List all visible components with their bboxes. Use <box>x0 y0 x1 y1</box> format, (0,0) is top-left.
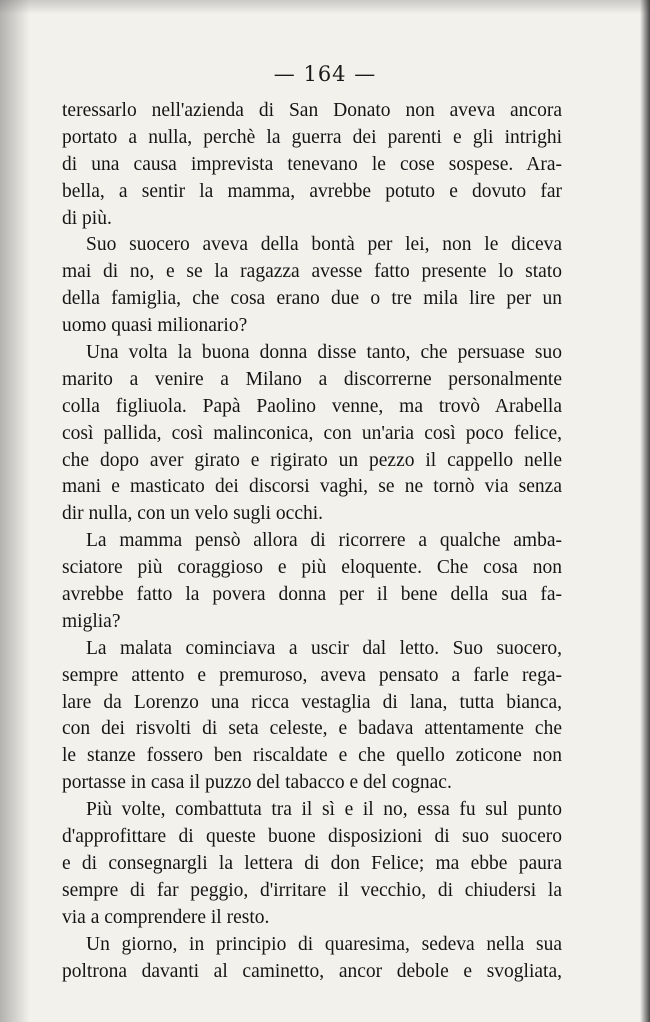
text-line: Suo suocero aveva della bontà per lei, non le diceva <box>86 234 562 256</box>
page-edge-shadow <box>640 0 650 1022</box>
text-line: e di consegnargli la lettera di don Felice; ma ebbe paura <box>62 852 562 874</box>
page-number: — 164 — <box>273 62 377 86</box>
text-line: le stanze fossero ben riscaldate e che quello zoticone non <box>62 745 562 767</box>
text-line: miglia? <box>62 610 121 632</box>
text-line: sciatore più coraggioso e più eloquente. Che cosa non <box>62 557 562 579</box>
text-line: della famiglia, che cosa erano due o tre mila lire per un <box>62 288 562 310</box>
text-line: di più. <box>62 207 112 229</box>
text-line: portasse in casa il puzzo del tabacco e del cognac. <box>62 772 452 794</box>
text-line: con dei risvolti di seta celeste, e badava attentamente che <box>62 718 562 740</box>
text-line: di una causa imprevista tenevano le cose sospese. Ara- <box>62 153 562 175</box>
text-line: La mamma pensò allora di ricorrere a qualche amba- <box>86 530 562 552</box>
text-line: Un giorno, in principio di quaresima, sedeva nella sua <box>86 933 562 955</box>
body-text <box>62 98 562 985</box>
text-line: che dopo aver girato e rigirato un pezzo il cappello nelle <box>62 449 562 471</box>
text-line: sempre attento e premuroso, aveva pensato a farle rega- <box>62 664 562 686</box>
text-line: La malata cominciava a uscir dal letto. Suo suocero, <box>86 637 562 659</box>
text-line: via a comprendere il resto. <box>62 906 270 928</box>
text-line: così pallida, così malinconica, con un'aria così poco felice, <box>62 422 562 444</box>
text-line: Più volte, combattuta tra il sì e il no, essa fu sul punto <box>86 799 562 821</box>
text-line: bella, a sentir la mamma, avrebbe potuto e dovuto far <box>62 180 562 202</box>
text-line: mai di no, e se la ragazza avesse fatto presente lo stato <box>62 261 562 283</box>
text-line: dir nulla, con un velo sugli occhi. <box>62 503 324 525</box>
text-line: lare da Lorenzo una ricca vestaglia di lana, tutta bianca, <box>62 691 562 713</box>
text-line: teressarlo nell'azienda di San Donato non aveva ancora <box>62 100 562 121</box>
text-line: uomo quasi milionario? <box>62 315 248 337</box>
text-line: poltrona davanti al caminetto, ancor debole e svogliata, <box>62 960 562 982</box>
text-line: avrebbe fatto la povera donna per il bene della sua fa- <box>62 584 562 606</box>
text-line: Una volta la buona donna disse tanto, che persuase suo <box>86 342 562 364</box>
text-line: mani e masticato dei discorsi vaghi, se ne tornò via senza <box>62 476 562 498</box>
text-line: colla figliuola. Papà Paolino venne, ma trovò Arabella <box>62 395 562 417</box>
text-line: sempre di far peggio, d'irritare il vecchio, di chiudersi la <box>62 879 562 901</box>
text-line: portato a nulla, perchè la guerra dei parenti e gli intrighi <box>62 126 562 148</box>
text-line: d'approfittare di queste buone disposizioni di suo suocero <box>62 826 562 848</box>
spine-shadow <box>0 0 30 1022</box>
text-line: marito a venire a Milano a discorrerne personalmente <box>62 368 562 390</box>
top-shadow <box>0 0 650 14</box>
